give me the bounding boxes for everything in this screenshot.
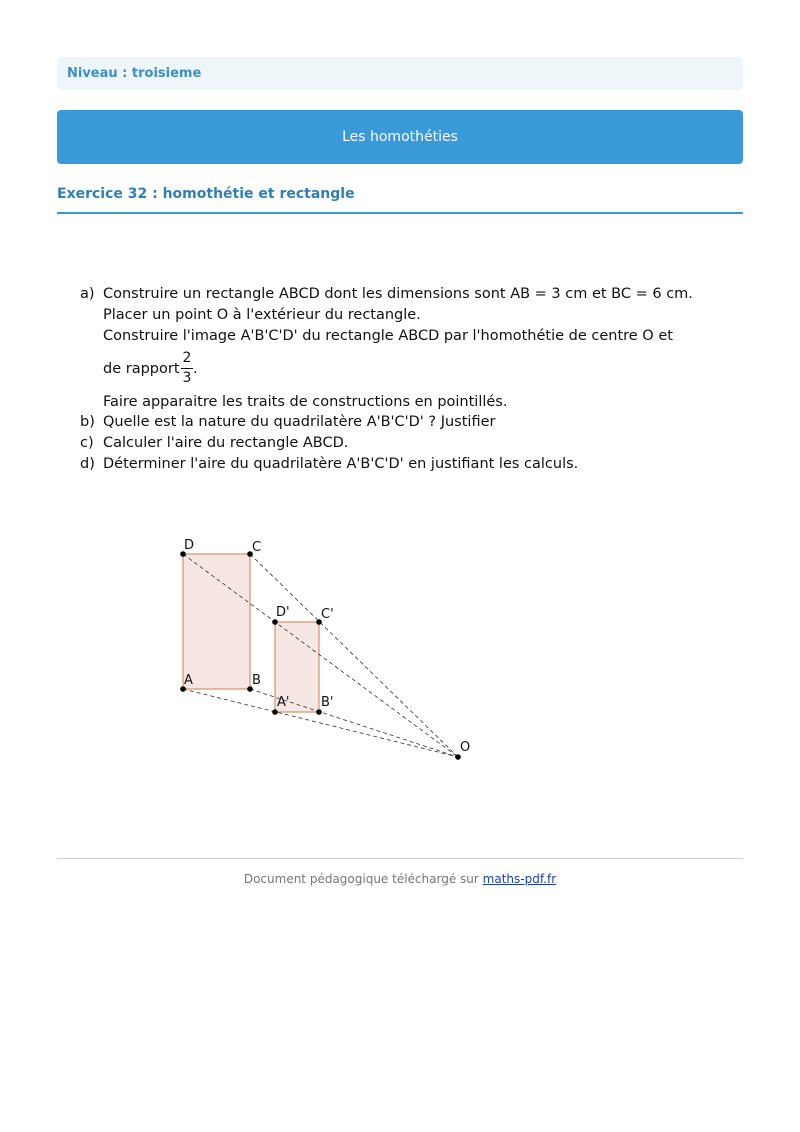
level-text: Niveau : troisieme [67,66,202,81]
question-d-text: Déterminer l'aire du quadrilatère A'B'C'D' en justifiant les calculs. [103,456,579,472]
label-d: D [184,538,195,553]
question-a-label: a) [80,286,95,302]
point-o [455,754,461,760]
question-a-line1: Construire un rectangle ABCD dont les dimensions sont AB = 3 cm et BC = 6 cm. [103,286,693,302]
point-d-prime [272,619,278,625]
footer-divider [57,858,743,859]
exercise-title: Exercice 32 : homothétie et rectangle [57,186,355,202]
label-c-prime: C' [321,607,334,622]
point-b-prime [316,709,322,715]
question-a-line3: Construire l'image A'B'C'D' du rectangle ABCD par l'homothétie de centre O et [103,328,673,344]
footer [0,872,800,886]
question-a-line5: Faire apparaitre les traits de constructions en pointillés. [103,394,508,410]
point-a-prime [272,709,278,715]
label-d-prime: D' [276,605,290,620]
label-c: C [252,540,262,555]
question-c-label: c) [80,435,94,451]
question-d-label: d) [80,456,95,472]
chapter-title: Les homothéties [342,129,458,145]
footer-text: Document pédagogique téléchargé sur [243,872,479,886]
label-b: B [252,673,261,688]
label-o: O [460,740,471,755]
question-a-line2: Placer un point O à l'extérieur du rectangle. [103,307,421,323]
label-a: A [184,673,193,688]
label-a-prime: A' [277,695,290,710]
question-b-label: b) [80,414,95,430]
question-a-ratio-prefix: de rapport [103,361,180,377]
ratio-denominator: 3 [182,370,192,386]
footer-link[interactable]: maths-pdf.fr [482,872,557,886]
label-b-prime: B' [321,695,334,710]
ratio-suffix: . [193,361,198,377]
ratio-numerator: 2 [182,350,192,366]
rectangle-abcd [183,554,250,689]
question-b-text: Quelle est la nature du quadrilatère A'B'C'D' ? Justifier [103,414,496,430]
question-c-text: Calculer l'aire du rectangle ABCD. [103,435,349,451]
